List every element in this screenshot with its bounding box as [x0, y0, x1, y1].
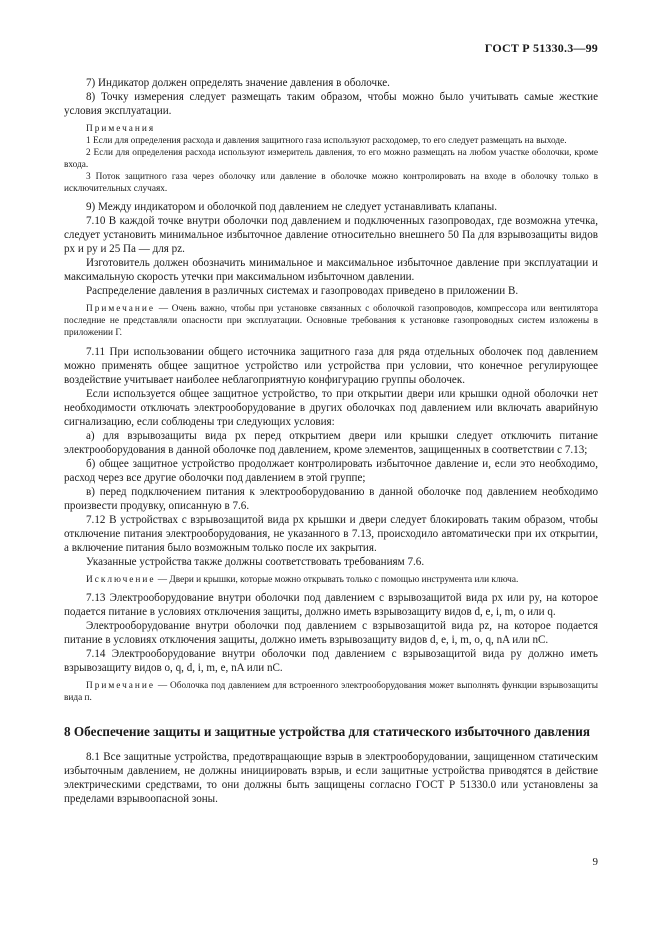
note-text: — Оболочка под давлением для встроенного электрооборудования может выполнять функции взрывозащиты вида п.: [64, 681, 598, 703]
paragraph: Распределение давления в различных системах и газопроводах приведено в приложении В.: [86, 285, 519, 297]
note: [64, 147, 598, 171]
note-text: 3 Поток защитного газа через оболочку или давление в оболочке можно контролировать на входе в оболочку только в исключительных случаях.: [64, 172, 598, 194]
paragraph: 7.11 При использовании общего источника защитного газа для ряда отдельных оболочек под давлением можно применять общее защитное устройство или устройства при условии, что конечное регулирующее воздействие учитывает наиболее неблагоприятную конфигурацию группы оболочек.: [64, 346, 598, 386]
paragraph: Изготовитель должен обозначить минимальное и максимальное избыточное давление при эксплуатации и максимальную скорость утечки при максимальном избыточном давлении.: [64, 257, 598, 283]
note: [64, 680, 598, 704]
note-text: 1 Если для определения расхода и давления защитного газа используют расходомер, то его следует размещать на выходе.: [86, 136, 567, 146]
spacer: [64, 704, 598, 724]
paragraph: 7.13 Электрооборудование внутри оболочки под давлением с взрывозащитой вида px или py, на которое подается питание в условиях отключения защиты, должно иметь взрывозащиту видов d, e, i, m, o или q.: [64, 592, 598, 618]
paragraph: а) для взрывозащиты вида px перед открытием двери или крышки следует отключить питание электрооборудования в данной оболочке под давлением, кроме элементов, защищенных в соответствии с 7.13;: [64, 430, 598, 456]
page-body: [64, 76, 598, 806]
note-heading: Примечания: [86, 124, 156, 134]
paragraph: в) перед подключением питания к электрооборудованию в данной оболочке под давлением необходимо произвести продувку, описанную в 7.6.: [64, 486, 598, 512]
note-label: Примечание: [86, 304, 155, 314]
paragraph: 7) Индикатор должен определять значение давления в оболочке.: [86, 77, 390, 89]
paragraph: 8) Точку измерения следует размещать таким образом, чтобы можно было учитывать самые жесткие условия эксплуатации.: [64, 91, 598, 117]
document-header: ГОСТ Р 51330.3—99: [484, 41, 598, 55]
spacer: [64, 740, 598, 750]
paragraph: Указанные устройства также должны соответствовать требованиям 7.6.: [86, 556, 425, 568]
paragraph: 8.1 Все защитные устройства, предотвращающие взрыв в электрооборудовании, защищенном статическим избыточным давлением, не должны инициировать взрыв, и если защитные устройства приводятся в действие электрическими средствами, то они должны быть защищены согласно ГОСТ Р 51330.0 или установлены за пределами взрывоопасной зоны.: [64, 751, 598, 805]
paragraph: Электрооборудование внутри оболочки под давлением с взрывозащитой вида pz, на которое подается питание в условиях отключения защиты, должно иметь взрывозащиту видов d, e, i, m, o, q, nA или nC.: [64, 620, 598, 646]
note: [64, 135, 598, 147]
note-text: — Двери и крышки, которые можно открывать только с помощью инструмента или ключа.: [155, 575, 519, 585]
note-label: Примечание: [86, 681, 155, 691]
note: [64, 303, 598, 339]
section-heading: 8 Обеспечение защиты и защитные устройства для статического избыточного давления: [64, 724, 590, 739]
paragraph: б) общее защитное устройство продолжает контролировать избыточное давление и, если это необходимо, расход через все другие оболочки под давлением в этой группе;: [64, 458, 598, 484]
note-label: Исключение: [86, 575, 156, 585]
note-text: — Очень важно, чтобы при установке связанных с оболочкой газопроводов, компрессора или вентилятора последние не представляли опасности при эксплуатации. Основные требования к установке газопроводных систем изложены в приложении Г.: [64, 304, 598, 338]
paragraph: 7.10 В каждой точке внутри оболочки под давлением и подключенных газопроводах, где возможна утечка, следует установить минимальное избыточное давление относительно внешнего 50 Па для взрывозащиты видов px и py и 25 Па — для pz.: [64, 215, 598, 255]
paragraph: 9) Между индикатором и оболочкой под давлением не следует устанавливать клапаны.: [86, 201, 497, 213]
paragraph: 7.12 В устройствах с взрывозащитой вида px крышки и двери следует блокировать таким образом, чтобы отключение питания электрооборудования, не указанного в 7.13, происходило автоматически при их открытии, а включение питания было возможным только после их закрытия.: [64, 514, 598, 554]
note-text: 2 Если для определения расхода используют измеритель давления, то его можно размещать на любом участке оболочки, кроме входа.: [64, 148, 598, 170]
paragraph: Если используется общее защитное устройство, то при открытии двери или крышки одной оболочки нет необходимости отключать электрооборудование в других оболочках под давлением или включать аварийную сигнализацию, если соблюдены три следующих условия:: [64, 388, 598, 428]
paragraph: 7.14 Электрооборудование внутри оболочки под давлением с взрывозащитой вида py должно иметь взрывозащиту видов o, q, d, i, m, e, nA или nC.: [64, 648, 598, 674]
note: [64, 574, 598, 586]
note: [64, 171, 598, 195]
page-number: 9: [592, 856, 598, 868]
